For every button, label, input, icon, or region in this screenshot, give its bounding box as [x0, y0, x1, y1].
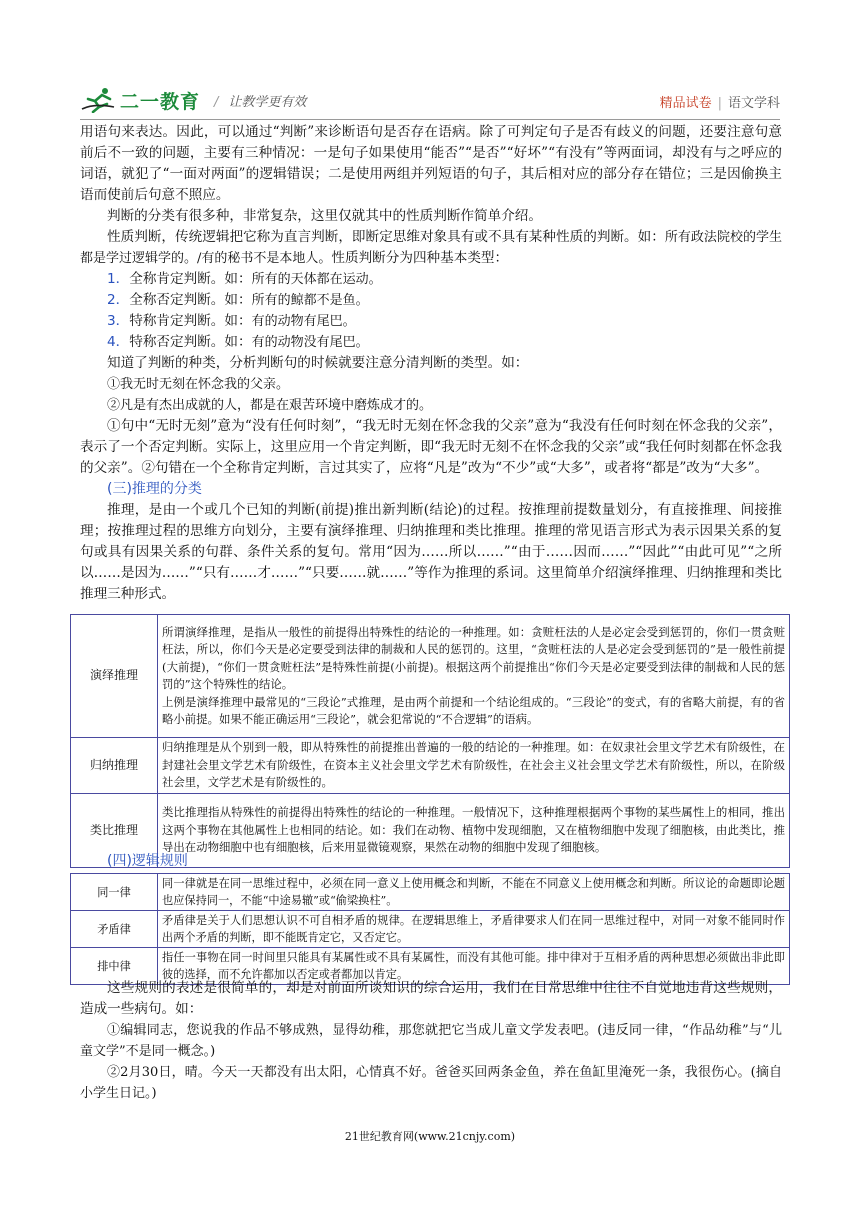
example-text: ②2月30日，晴。今天一天都没有出太阳，心情真不好。爸爸买回两条金鱼，养在鱼缸里淹死一条，我很伤心。 [107, 1065, 751, 1080]
page-footer: 21世纪教育网(www.21cnjy.com) [344, 1130, 516, 1143]
example-text: ①编辑同志，您说我的作品不够成熟，显得幼稚，那您就把它当成儿童文学发表吧。 [107, 1023, 598, 1038]
cell-text: 上例是演绎推理中最常见的“三段论”式推理，是由两个前提和一个结论组成的。“三段论”的变式，有的省略大前提，有的省略小前提。如果不能正确运用“三段论”，就会犯常说的“不合逻辑”的语病。 [162, 694, 785, 726]
main-content [80, 122, 782, 605]
header-divider [80, 119, 780, 120]
closing-example-2 [80, 1062, 782, 1104]
closing-section [80, 978, 782, 1104]
list-example: 有的动物有尾巴。 [251, 314, 356, 329]
table-cell-text [158, 615, 790, 738]
list-item [80, 290, 782, 311]
judgment-types-list [80, 269, 782, 353]
list-item [80, 332, 782, 353]
list-item [80, 269, 782, 290]
closing-paragraph: 这些规则的表述是很简单的，却是对前面所谈知识的综合运用，我们在日常思维中往往不自觉地违背这些规则，造成一些病句。如： [80, 980, 782, 1017]
intro-p3-tail: 性质判断分为四种基本类型： [331, 250, 509, 266]
list-number: 1． [107, 271, 130, 287]
list-number: 3． [107, 313, 130, 329]
intro-paragraph-2: 判断的分类有很多种，非常复杂，这里仅就其中的性质判断作简单介绍。 [107, 208, 542, 224]
table-cell-name: 同一律 [71, 874, 158, 911]
page-header [80, 82, 780, 118]
list-example: 所有的鲸都不是鱼。 [251, 293, 369, 308]
judge-example-2: ②凡是有杰出成就的人，都是在艰苦环境中磨炼成才的。 [107, 398, 433, 413]
subject-label: 语文学科 [727, 96, 780, 111]
section-4-heading: (四)逻辑规则 [107, 853, 188, 869]
reasoning-table [70, 614, 790, 868]
table-cell-name: 归纳推理 [71, 738, 158, 794]
list-example: 有的动物没有尾巴。 [251, 335, 369, 350]
section-3-paragraph: 推理，是由一个或几个已知的判断(前提)推出新判断(结论)的过程。按推理前提数量划分，有直接推理、间接推理；按推理过程的思维方向划分，主要有演绎推理、归纳推理和类比推理。推理的常见语言形式为表示因果关系的复句或具有因果关系的句群、条件关系的复句。常用“因为……所以……”“由于……因而……”“因此”“由此可见”“之所以……是因为……”“只有……才……”“只要……就……”等作为推理的系词。这里简单介绍演绎推理、归纳推理和类比推理三种形式。 [80, 502, 782, 602]
table-row [71, 874, 790, 911]
table-cell-name: 矛盾律 [71, 911, 158, 948]
table-row [71, 738, 790, 794]
list-text: 特称肯定判断。如： [129, 313, 252, 329]
table-cell-text: 矛盾律是关于人们思想认识不可自相矛盾的规律。在逻辑思维上，矛盾律要求人们在同一思维过程中，对同一对象不能同时作出两个矛盾的判断，即不能既肯定它，又否定它。 [158, 911, 790, 948]
list-number: 4． [107, 334, 130, 350]
list-number: 2． [107, 292, 130, 308]
logo [80, 86, 306, 114]
intro-paragraph-3 [80, 227, 782, 269]
runner-logo-icon [80, 87, 118, 113]
section-3-heading: (三)推理的分类 [107, 481, 202, 497]
list-item [80, 311, 782, 332]
table-row [71, 615, 790, 738]
table-cell-text: 类比推理指从特殊性的前提得出特殊性的结论的一种推理。一般情况下，这种推理根据两个事物的某些属性上的相同，推出这两个事物在其他属性上也相同的结论。如：我们在动物、植物中发现细胞，又在植物细胞中发现了细胞核，由此类比，推导出在动物细胞中也有细胞核，后来用显微镜观察，果然在动物的细胞中发现了细胞核。 [158, 794, 790, 868]
table-row [71, 911, 790, 948]
table-cell-text: 指任一事物在同一时间里只能具有某属性或不具有某属性，而没有其他可能。排中律对于互相矛盾的两种思想必须做出非此即彼的选择，而不允许都加以否定或者都加以肯定。 [158, 948, 790, 985]
header-right [660, 92, 780, 111]
list-text: 特称否定判断。如： [129, 334, 252, 350]
table-cell-text: 同一律就是在同一思维过程中，必须在同一意义上使用概念和判断，不能在不同意义上使用概念和判断。所议论的命题即论题也应保持同一，不能“中途易辙”或“偷梁换柱”。 [158, 874, 790, 911]
closing-example-1 [80, 1020, 782, 1062]
list-text: 全称肯定判断。如： [129, 271, 252, 287]
list-example: 所有的天体都在运动。 [251, 272, 382, 287]
slogan-separator: / [214, 94, 219, 110]
judge-paragraph-2: ①句中“无时无刻”意为“没有任何时刻”，“我无时无刻在怀念我的父亲”意为“我没有任何时刻在怀念我的父亲”，表示了一个否定判断。实际上，这里应用一个肯定判断，即“我无时无刻不在怀念我的父亲”或“我任何时刻都在怀念我的父亲”。②句错在一个全称肯定判断，言过其实了，应将“凡是”改为“不少”或“大多”，或者将“都是”改为“大多”。 [80, 418, 782, 476]
cell-text: 所谓演绎推理，是指从一般性的前提得出特殊性的结论的一种推理。如：贪赃枉法的人是必定会受到惩罚的，你们一贯贪赃枉法，所以，你们今天是必定要受到法律的制裁和人民的惩罚的。这里，“贪赃枉法的人是必定会受到惩罚的”是一般性前提(大前提)，“你们一贯贪赃枉法”是特殊性前提(小前提)。根据这两个前提推出“你们今天是必定要受到法律的制裁和人民的惩罚的”这个特殊性的结论。 [162, 624, 785, 691]
table-cell-name: 类比推理 [71, 794, 158, 868]
premium-label: 精品试卷 [659, 96, 712, 111]
judge-paragraph-1: 知道了判断的种类，分析判断句的时候就要注意分清判断的类型。如： [107, 355, 529, 371]
judge-example-1: ①我无时无刻在怀念我的父亲。 [107, 377, 290, 392]
slogan-text: 让教学更有效 [228, 94, 307, 110]
table-cell-name: 排中律 [71, 948, 158, 985]
intro-p3-example: 所有政法院校的学生都是学过逻辑学的。/有的秘书不是本地人。 [80, 230, 782, 266]
slogan [214, 91, 306, 110]
example-note: (摘自小学生日记。) [80, 1065, 782, 1101]
list-text: 全称否定判断。如： [129, 292, 252, 308]
intro-paragraph-1: 用语句来表达。因此，可以通过“判断”来诊断语句是否存在语病。除了可判定句子是否有歧义的问题，还要注意句意前后不一致的问题，主要有三种情况：一是句子如果使用“能否”“是否”“好坏”“有没有”等两面词，却没有与之呼应的词语，就犯了“一面对两面”的逻辑错误；二是使用两组并列短语的句子，其后相对应的部分存在错位；三是因偷换主语而使前后句意不照应。 [80, 124, 782, 203]
table-cell-text: 归纳推理是从个别到一般，即从特殊性的前提推出普遍的一般的结论的一种推理。如：在奴隶社会里文学艺术有阶级性，在封建社会里文学艺术有阶级性，在资本主义社会里文学艺术有阶级性，在社会主义社会里文学艺术有阶级性，所以，在阶级社会里，文学艺术是有阶级性的。 [158, 738, 790, 794]
brand-name: 二一教育 [120, 90, 201, 113]
header-separator: | [717, 96, 722, 111]
intro-p3-text: 性质判断，传统逻辑把它称为直言判断，即断定思维对象具有或不具有某种性质的判断。如： [107, 229, 665, 245]
example-note: (违反同一律，“作品幼稚”与“儿童文学”不是同一概念。) [80, 1023, 782, 1059]
table-cell-name: 演绎推理 [71, 615, 158, 738]
rules-table [70, 873, 790, 985]
